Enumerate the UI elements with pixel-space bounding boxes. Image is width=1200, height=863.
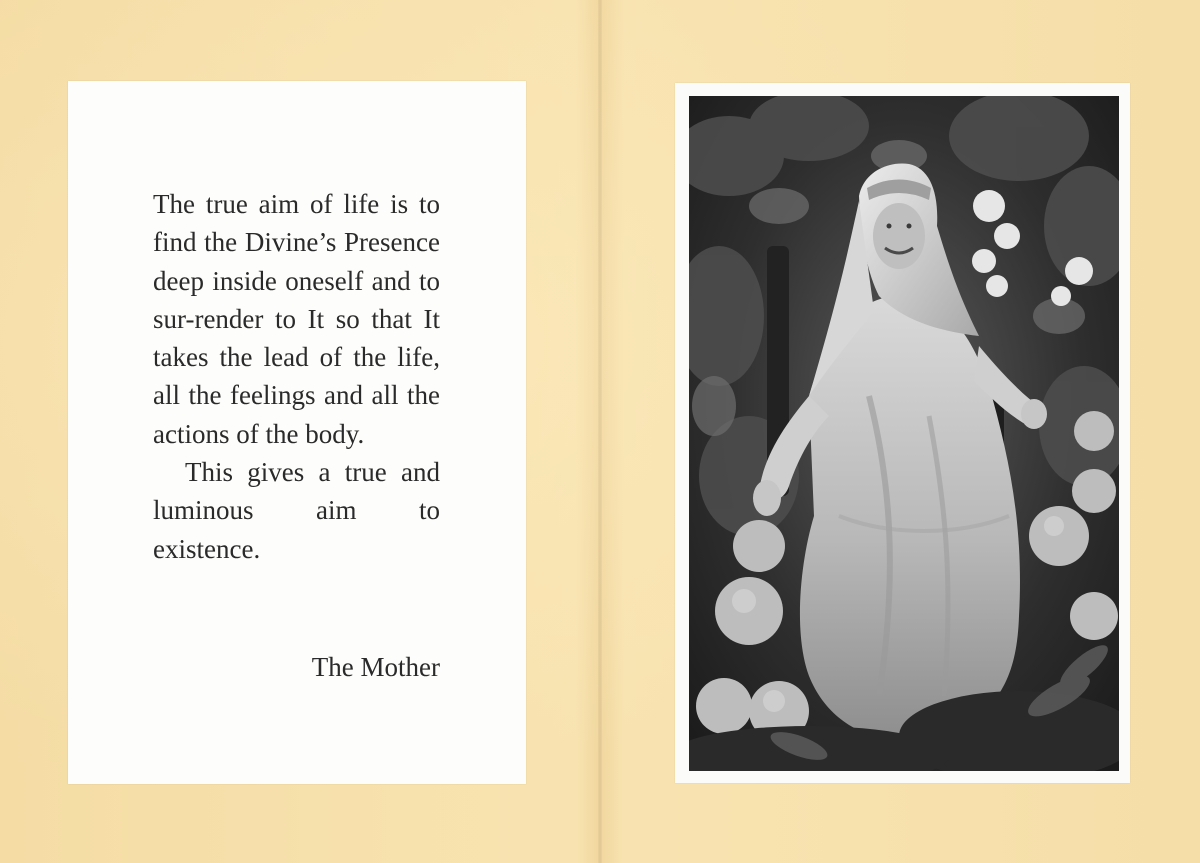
- photo-frame: [689, 96, 1119, 771]
- quote-paragraph-1: The true aim of life is to find the Divine’s Presence deep inside oneself and to sur-render to It so that It takes the lead of the life, all the feelings and all the actions of the body.: [153, 189, 440, 449]
- quote-author: The Mother: [311, 652, 440, 682]
- quote-text: [153, 185, 440, 568]
- photo-card: [675, 83, 1130, 783]
- quote-paragraph-2: This gives a true and luminous aim to existence.: [153, 457, 440, 564]
- card-fold: [598, 0, 602, 863]
- quote-card: [68, 81, 526, 784]
- seated-woman-in-garden-photo-icon: [689, 96, 1119, 771]
